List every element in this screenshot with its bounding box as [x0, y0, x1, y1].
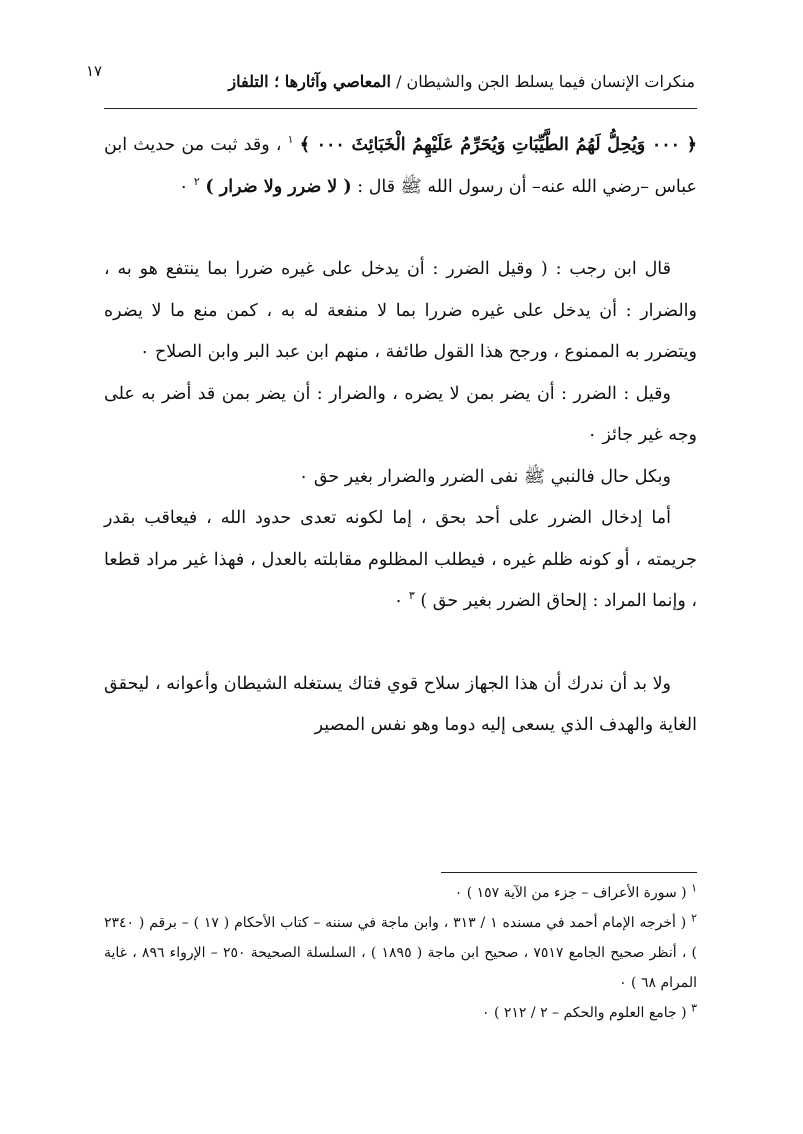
footnote-text: ( سورة الأعراف – جزء من الآية ١٥٧ ) ٠: [454, 885, 687, 901]
footnotes: [104, 878, 697, 1028]
paragraph-5-text: أما إدخال الضرر على أحد بحق ، إما لكونه تعدى حدود الله ، فيعاقب بقدر جريمته ، أو كونه ظلم غيره ، فيطلب المظلوم مقابلته بالعدل ، فهذا غير مراد قطعا ، وإنما المراد : إلحاق الضرر بغير حق ): [104, 508, 697, 611]
paragraph-4: وبكل حال فالنبي ﷺ نفى الضرر والضرار بغير حق ٠: [298, 466, 671, 487]
paragraph-2: قال ابن رجب : ( وقيل الضرر : أن يدخل على غيره ضررا بما ينتفع هو به ، والضرار : أن يدخل على غيره ضررا بما لا منفعة له به ، كمن منع ما لا يضره ويتضرر به الممنوع ، ورجح هذا القول طائفة ، منهم ابن عبد البر وابن الصلاح ٠: [104, 259, 697, 362]
paragraph-1: [104, 125, 697, 208]
header-rule: [104, 108, 697, 109]
footnote-2: [104, 908, 697, 998]
body-text: [104, 125, 697, 747]
quran-quote: ﴿ ٠٠٠ وَيُحِلُّ لَهُمُ الطَّيِّبَاتِ وَيُحَرِّمُ عَلَيْهِمُ الْخَبَائِثَ ٠٠٠ ﴾: [299, 135, 697, 155]
paragraph-3: وقيل : الضرر : أن يضر بمن لا يضره ، والضرار : أن يضر بمن قد أضر به على وجه غير جائز ٠: [104, 383, 697, 445]
paragraph-5: [104, 498, 697, 623]
header-chapter-title: المعاصي وآثارها ؛ التلفاز: [228, 72, 391, 91]
footnote-ref-1: ١: [287, 133, 294, 147]
footnote-ref-3: ٣: [408, 589, 415, 603]
paragraph-5-end: ٠: [393, 591, 404, 611]
header-book-title: منكرات الإنسان فيما يسلط الجن والشيطان /: [396, 72, 695, 91]
footnote-rule: [441, 872, 697, 873]
paragraph-1-text: ، وقد ثبت من حديث ابن عباس –رضي الله عنه– أن رسول الله ﷺ قال :: [104, 135, 697, 197]
footnote-ref-2: ٢: [193, 174, 200, 188]
hadith-text: ( لا ضرر ولا ضرار ): [205, 176, 352, 197]
footnote-text: ( جامع العلوم والحكم – ٢ / ٢١٢ ) ٠: [481, 1005, 687, 1021]
footnote-number: ٣: [691, 1001, 697, 1015]
footnote-text: ( أخرجه الإمام أحمد في مسنده ١ / ٣١٣ ، وابن ماجة في سننه – كتاب الأحكام ( ١٧ ) – برقم ( ٢٣٤٠ ) ، أنظر صحيح الجامع ٧٥١٧ ، صحيح ابن ماجة ( ١٨٩٥ ) ، السلسلة الصحيحة ٢٥٠ – الإرواء ٨٩٦ ، غاية المرام ٦٨ ) ٠: [104, 915, 697, 991]
paragraph-6: ولا بد أن ندرك أن هذا الجهاز سلاح قوي فتاك يستغله الشيطان وأعوانه ، ليحقق الغاية والهدف الذي يسعى إليه دوما وهو نفس المصير: [104, 673, 697, 735]
footnote-1: [104, 878, 697, 908]
page-number: ١٧: [86, 62, 103, 80]
running-header: [228, 72, 695, 91]
footnote-number: ١: [691, 881, 697, 895]
paragraph-1-end: ٠: [178, 176, 189, 197]
footnote-number: ٢: [691, 911, 697, 925]
footnote-3: [104, 998, 697, 1028]
